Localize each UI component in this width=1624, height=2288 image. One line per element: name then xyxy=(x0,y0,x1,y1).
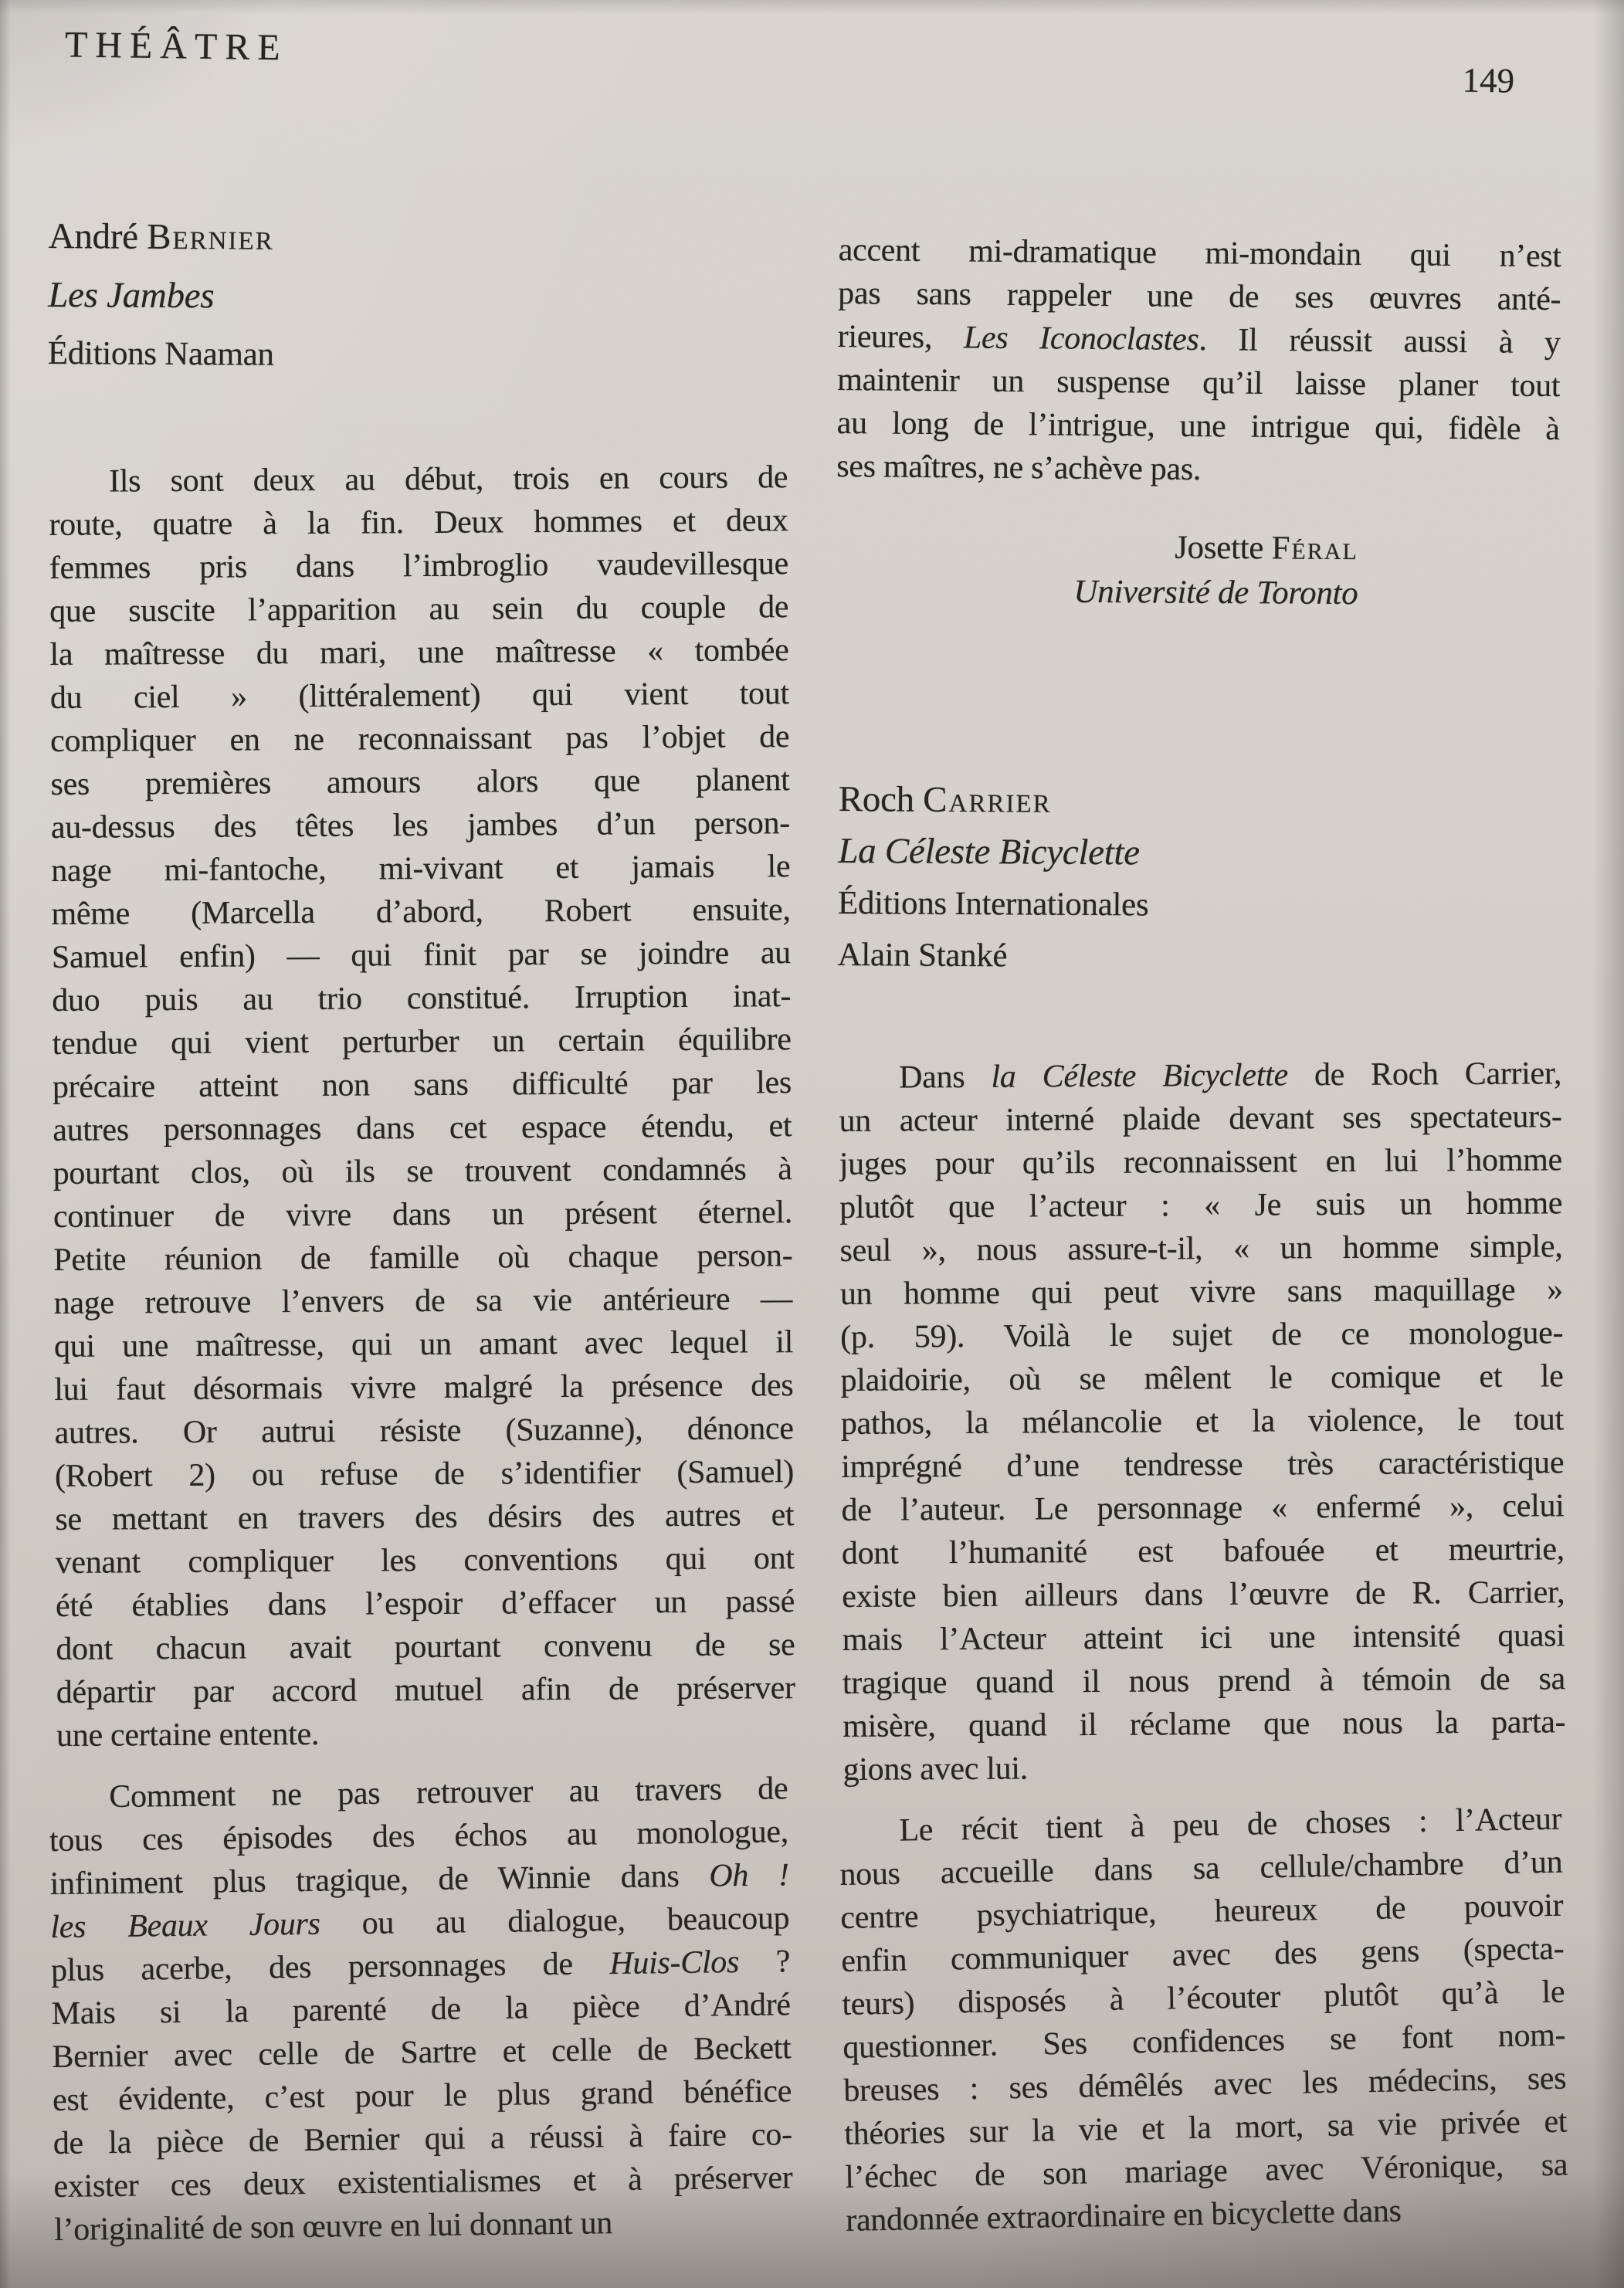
review-2-paragraph-2 xyxy=(839,1798,1569,2242)
text-line: venant compliquer les conventions qui ont xyxy=(55,1541,795,1581)
reviewer-signature xyxy=(838,524,1561,618)
text-line: Comment ne pas retrouver au travers de xyxy=(109,1771,788,1815)
review-1-paragraph-2 xyxy=(49,1767,793,2252)
text-line: ses maîtres, ne s’achève pas. xyxy=(836,448,1202,488)
text-line: exister ces deux existentialismes et à préserver xyxy=(53,2160,793,2205)
review-2-publisher-line-2: Alain Stanké xyxy=(837,936,1008,975)
text-line: compliquer en ne reconnaissant pas l’objet de xyxy=(50,719,790,759)
text-line: autres personnages dans cet espace étendu, et xyxy=(53,1108,792,1148)
text-line: nous accueille dans sa cellule/chambre d’un xyxy=(839,1844,1563,1893)
review-2-book-title: La Céleste Bicyclette xyxy=(838,830,1140,873)
text-line: Le récit tient à peu de choses : l’Acteur xyxy=(899,1801,1562,1849)
text-line: rieures, Les Iconoclastes. Il réussit aussi à y xyxy=(837,318,1561,361)
text-line: l’échec de son mariage avec Véronique, sa xyxy=(844,2147,1568,2195)
text-line: précaire atteint non sans difficulté par les xyxy=(52,1065,792,1105)
text-line: de l’auteur. Le personnage « enfermé », celui xyxy=(841,1488,1565,1528)
text-line: mais l’Acteur atteint ici une intensité quasi xyxy=(842,1618,1565,1658)
text-line: gions avec lui. xyxy=(843,1751,1029,1788)
text-line: misère, quand il réclame que nous la parta- xyxy=(843,1704,1566,1744)
text-line: femmes pris dans l’imbroglio vaudevillesque xyxy=(49,546,788,586)
text-line: randonnée extraordinaire en bicyclette dans xyxy=(845,2193,1402,2239)
text-line: infiniment plus tragique, de Winnie dans Oh ! xyxy=(49,1857,789,1902)
text-line: Petite réunion de famille où chaque person- xyxy=(53,1238,793,1278)
text-line: breuses : ses démêlés avec les médecins, ses xyxy=(843,2060,1567,2109)
text-line: les Beaux Jours ou au dialogue, beaucoup xyxy=(50,1900,790,1945)
review-1-paragraph-1 xyxy=(49,456,795,1758)
text-line: (Robert 2) ou refuse de s’identifier (Samuel) xyxy=(54,1454,795,1494)
text-line: plaidoirie, où se mêlent le comique et le xyxy=(840,1358,1564,1398)
text-line: se mettant en travers des désirs des autres et xyxy=(55,1497,795,1537)
section-title: THÉÂTRE xyxy=(64,24,288,69)
text-line: tous ces épisodes des échos au monologue, xyxy=(49,1814,789,1859)
review-1-publisher: Éditions Naaman xyxy=(47,334,274,373)
text-line: teurs) disposés à l’écouter plutôt qu’à le xyxy=(841,1974,1565,2022)
text-line: une certaine entente. xyxy=(56,1716,320,1754)
reviewer-affiliation: Université de Toronto xyxy=(1073,573,1358,612)
text-line: imprégné d’une tendresse très caractéristique xyxy=(841,1445,1565,1485)
text-line: de la pièce de Bernier qui a réussi à faire co- xyxy=(53,2117,793,2161)
text-line: plutôt que l’acteur : « Je suis un homme xyxy=(839,1185,1563,1225)
reviewer-name: Josette Féral xyxy=(1175,529,1358,568)
text-line: accent mi-dramatique mi-mondain qui n’est xyxy=(838,232,1561,275)
text-line: nage mi-fantoche, mi-vivant et jamais le xyxy=(51,849,791,889)
text-line: tragique quand il nous prend à témoin de sa xyxy=(842,1661,1566,1701)
text-line: existe bien ailleurs dans l’œuvre de R. Carrier, xyxy=(842,1574,1565,1615)
review-1-author: André Bernier xyxy=(48,215,274,258)
text-line: dont l’humanité est bafouée et meurtrie, xyxy=(841,1531,1565,1571)
text-line: centre psychiatrique, heureux de pouvoir xyxy=(840,1887,1564,1936)
text-line: duo puis au trio constitué. Irruption inat- xyxy=(52,978,792,1019)
text-line: juges pour qu’ils reconnaissent en lui l’homme xyxy=(839,1142,1562,1182)
text-line: ses premières amours alors que planent xyxy=(50,762,790,802)
text-line: la maîtresse du mari, une maîtresse « tombée xyxy=(49,632,789,673)
text-line: l’originalité de son œuvre en lui donnant un xyxy=(53,2205,613,2248)
text-line: enfin communiquer avec des gens (specta- xyxy=(841,1930,1565,1979)
text-line: continuer de vivre dans un présent éternel. xyxy=(53,1195,793,1235)
text-line: pourtant clos, où ils se trouvent condamnés à xyxy=(53,1151,792,1191)
text-line: plus acerbe, des personnages de Huis-Clos ? xyxy=(50,1944,791,1988)
review-1-heading xyxy=(48,207,788,388)
text-line: seul », nous assure-t-il, « un homme simple, xyxy=(839,1229,1563,1269)
review-2-publisher-line-1: Éditions Internationales xyxy=(837,884,1149,924)
review-2-paragraph-1 xyxy=(839,1052,1566,1791)
text-line: questionner. Ses confidences se font nom- xyxy=(842,2017,1566,2066)
text-line: lui faut désormais vivre malgré la présence des xyxy=(54,1368,794,1408)
continued-review-paragraph xyxy=(836,229,1561,494)
text-line: (p. 59). Voilà le sujet de ce monologue- xyxy=(840,1315,1564,1355)
text-line: Bernier avec celle de Sartre et celle de Beckett xyxy=(52,2030,792,2075)
text-line: Dans la Céleste Bicyclette de Roch Carrier, xyxy=(899,1056,1562,1096)
right-column xyxy=(836,229,1568,2242)
text-line: est évidente, c’est pour le plus grand bénéfice xyxy=(52,2073,792,2118)
text-line: même (Marcella d’abord, Robert ensuite, xyxy=(51,892,791,932)
text-line: route, quatre à la fin. Deux hommes et deux xyxy=(49,503,788,543)
text-line: dont chacun avait pourtant convenu de se xyxy=(56,1627,795,1667)
text-line: nage retrouve l’envers de sa vie antérieure — xyxy=(53,1281,793,1321)
text-line: un acteur interné plaide devant ses spectateurs- xyxy=(839,1099,1562,1139)
text-line: au-dessus des têtes les jambes d’un person- xyxy=(50,805,791,846)
text-line: pathos, la mélancolie et la violence, le tout xyxy=(840,1402,1565,1442)
text-line: maintenir un suspense qu’il laisse planer tout xyxy=(837,361,1561,405)
review-2-heading xyxy=(837,774,1561,985)
text-line: du ciel » (littéralement) qui vient tout xyxy=(49,676,790,716)
text-line: théories sur la vie et la mort, sa vie privée et xyxy=(843,2103,1568,2152)
text-line: que suscite l’apparition au sein du couple de xyxy=(49,589,789,629)
text-line: été établies dans l’espoir d’effacer un passé xyxy=(55,1584,795,1624)
page-header xyxy=(0,0,1624,131)
text-line: pas sans rappeler une de ses œuvres anté- xyxy=(838,275,1561,318)
text-line: Samuel enfin) — qui finit par se joindre au xyxy=(51,935,792,975)
left-column xyxy=(47,207,795,2252)
review-1-book-title: Les Jambes xyxy=(48,274,215,317)
text-line: au long de l’intrigue, une intrigue qui, fidèle à xyxy=(836,405,1560,448)
text-line: qui une maîtresse, qui un amant avec lequel il xyxy=(53,1324,794,1364)
text-line: tendue qui vient perturber un certain équilibre xyxy=(52,1022,792,1062)
text-line: Mais si la parenté de la pièce d’André xyxy=(51,1987,791,2032)
text-line: un homme qui peut vivre sans maquillage » xyxy=(839,1272,1564,1312)
page-number: 149 xyxy=(1462,60,1515,100)
text-line: autres. Or autrui résiste (Suzanne), dénonce xyxy=(54,1411,794,1451)
text-line: Ils sont deux au début, trois en cours de xyxy=(109,459,788,500)
text-line: départir par accord mutuel afin de préserver xyxy=(56,1670,795,1710)
review-2-author: Roch Carrier xyxy=(838,778,1052,821)
